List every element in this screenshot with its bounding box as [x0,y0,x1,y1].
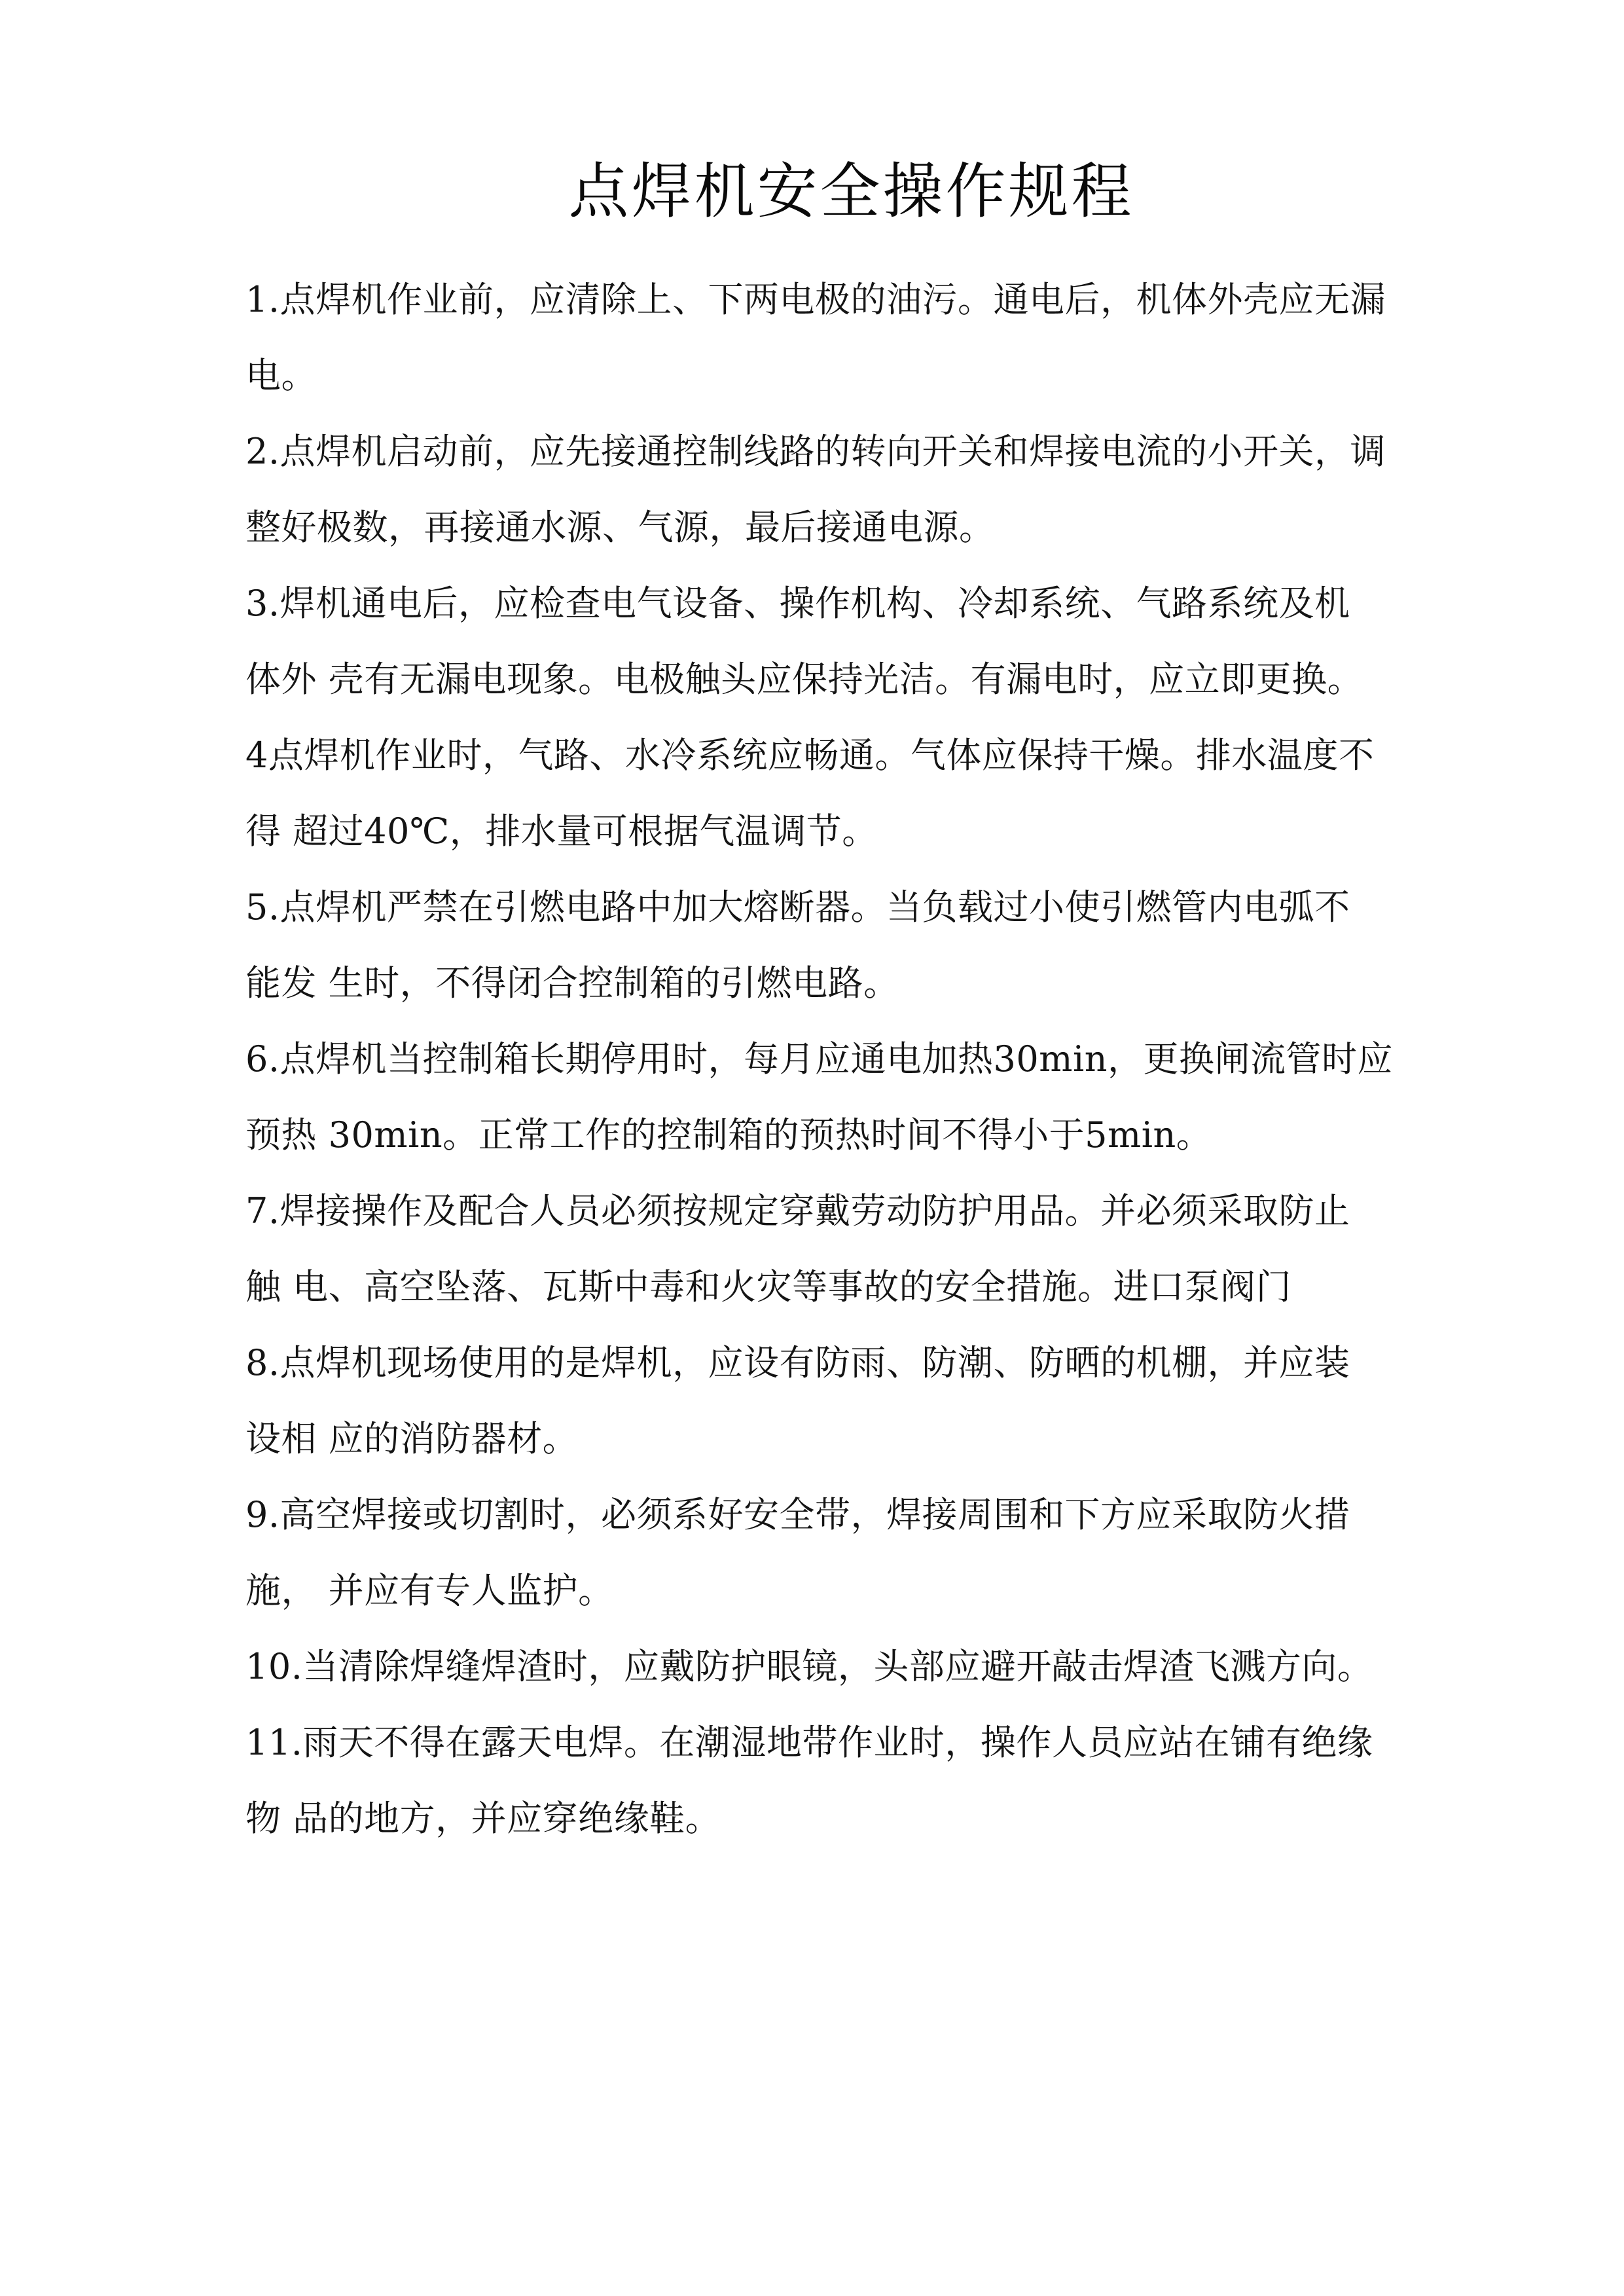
text-line: 10.当清除焊缝焊渣时，应戴防护眼镜，头部应避开敲击焊渣飞溅方向。 [245,1646,1373,1687]
text-line: 6.点焊机当控制箱长期停用时，每月应通电加热30min，更换闸流管时应 [245,1038,1393,1080]
text-line: 5.点焊机严禁在引燃电路中加大熔断器。当负载过小使引燃管内电弧不 [245,886,1350,928]
text-line: 预热 30min。正常工作的控制箱的预热时间不得小于5min。 [245,1114,1212,1156]
text-line: 1.点焊机作业前，应清除上、下两电极的油污。通电后，机体外壳应无漏 [245,279,1386,320]
text-line: 2.点焊机启动前，应先接通控制线路的转向开关和焊接电流的小开关，调 [245,431,1386,472]
text-line: 7.焊接操作及配合人员必须按规定穿戴劳动防护用品。并必须采取防止 [245,1190,1350,1231]
text-line: 9.高空焊接或切割时，必须系好安全带，焊接周围和下方应采取防火措 [245,1494,1350,1535]
text-line: 整好极数，再接通水源、气源，最后接通电源。 [245,507,995,548]
text-line: 体外 壳有无漏电现象。电极触头应保持光洁。有漏电时，应立即更换。 [245,659,1363,700]
text-line: 3.焊机通电后，应检查电气设备、操作机构、冷却系统、气路系统及机 [245,583,1350,624]
text-line: 物 品的地方，并应穿绝缘鞋。 [245,1798,721,1839]
page-title: 点焊机安全操作规程 [568,156,1134,227]
text-line: 8.点焊机现场使用的是焊机，应设有防雨、防潮、防晒的机棚，并应装 [245,1342,1350,1383]
text-line: 得 超过40℃，排水量可根据气温调节。 [245,811,878,852]
text-line: 电。 [245,355,317,396]
text-line: 施， 并应有专人监护。 [245,1570,614,1611]
text-line: 触 电、高空坠落、瓦斯中毒和火灾等事故的安全措施。进口泵阀门 [245,1266,1292,1307]
text-line: 4点焊机作业时，气路、水冷系统应畅通。气体应保持干燥。排水温度不 [245,735,1375,776]
text-line: 11.雨天不得在露天电焊。在潮湿地带作业时，操作人员应站在铺有绝缘 [245,1722,1373,1763]
text-line: 设相 应的消防器材。 [245,1418,579,1459]
text-line: 能发 生时，不得闭合控制箱的引燃电路。 [245,962,899,1004]
regulation-body [245,262,1476,1857]
